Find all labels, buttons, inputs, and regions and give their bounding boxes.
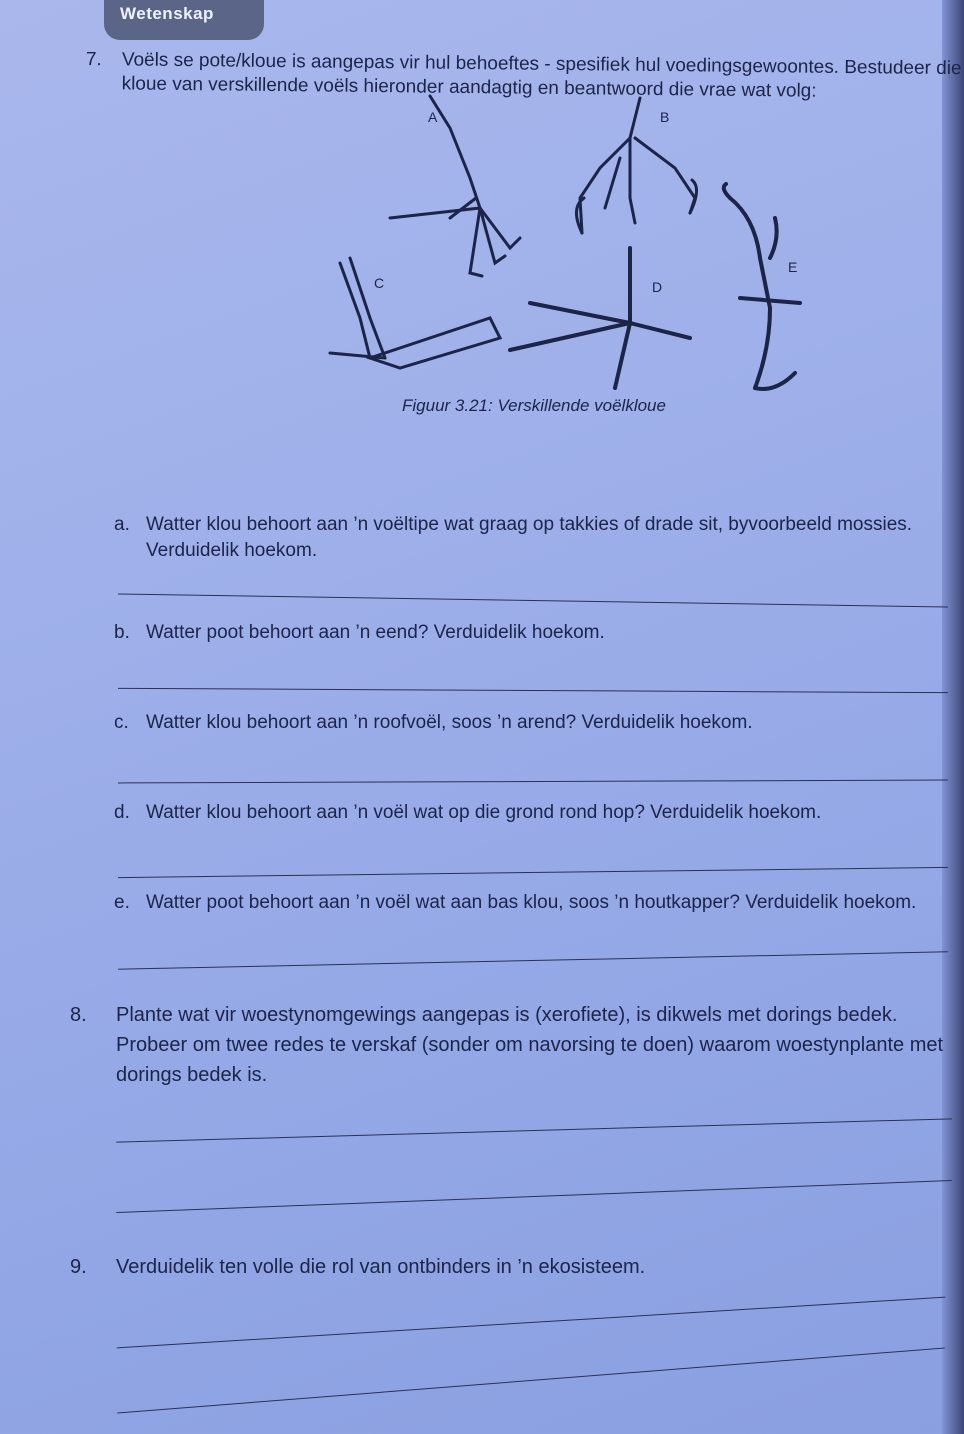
label-b: B (660, 109, 670, 125)
claw-b-drawing (576, 98, 696, 233)
header-title: Wetenskap (120, 4, 214, 23)
question-text: Verduidelik ten volle die rol van ontbinders in ’n ekosisteem. (116, 1256, 646, 1278)
answer-line[interactable] (117, 1297, 946, 1349)
question-number: 9. (70, 1256, 87, 1278)
subquestion-text: Watter klou behoort aan ’n voëltipe wat graag op takkies of drade sit, byvoorbeeld mossies. Verduidelik hoekom. (146, 514, 913, 561)
subquestion-letter: a. (114, 514, 130, 535)
label-a: A (428, 109, 438, 125)
question-number: 8. (70, 1004, 87, 1026)
figure-caption: Figuur 3.21: Verskillende voëlkloue (402, 396, 666, 415)
subquestion-e (114, 890, 954, 916)
subquestion-letter: d. (114, 802, 130, 823)
answer-line[interactable] (117, 1347, 945, 1413)
question-9 (70, 1252, 950, 1282)
subquestion-text: Watter klou behoort aan ’n voël wat op die grond rond hop? Verduidelik hoekom. (146, 802, 822, 823)
answer-line[interactable] (118, 688, 948, 693)
page-header (104, 0, 264, 40)
answer-line[interactable] (118, 951, 948, 969)
question-8 (70, 1000, 950, 1090)
question-text: Voëls se pote/kloue is aangepas vir hul behoeftes - spesifiek hul voedingsgewoontes. Bestudeer die kloue van verskillende voëls hieronder aandagtig en beantwoord die vrae wat volg: (121, 49, 962, 102)
answer-line[interactable] (118, 780, 948, 784)
subquestion-a (114, 512, 954, 564)
label-e: E (788, 259, 798, 275)
subquestion-letter: e. (114, 892, 130, 913)
question-text: Plante wat vir woestynomgewings aangepas is (xerofiete), is dikwels met dorings bedek. Probeer om twee redes te verskaf (sonder om navorsing te doen) waarom woestynplante met dorings bedek is. (116, 1004, 944, 1086)
claw-a-drawing (390, 96, 520, 276)
subquestion-text: Watter klou behoort aan ’n roofvoël, soos ’n arend? Verduidelik hoekom. (146, 712, 753, 733)
subquestion-letter: b. (114, 622, 130, 643)
answer-line[interactable] (116, 1118, 952, 1142)
claws-illustration (300, 88, 820, 418)
subquestion-d (114, 800, 954, 826)
subquestion-b (114, 620, 954, 646)
claw-d-drawing (510, 248, 690, 388)
subquestion-letter: c. (114, 712, 129, 733)
answer-line[interactable] (116, 1180, 951, 1213)
claw-e-drawing (724, 184, 800, 389)
subquestion-text: Watter poot behoort aan ’n eend? Verduidelik hoekom. (146, 622, 605, 643)
subquestion-text: Watter poot behoort aan ’n voël wat aan bas klou, soos ’n houtkapper? Verduidelik hoekom. (146, 892, 917, 913)
label-c: C (374, 275, 385, 291)
answer-line[interactable] (118, 593, 948, 607)
question-number: 7. (85, 48, 102, 71)
subquestion-c (114, 710, 954, 736)
label-d: D (652, 279, 663, 295)
bird-claws-figure (300, 88, 820, 418)
answer-line[interactable] (118, 867, 948, 878)
